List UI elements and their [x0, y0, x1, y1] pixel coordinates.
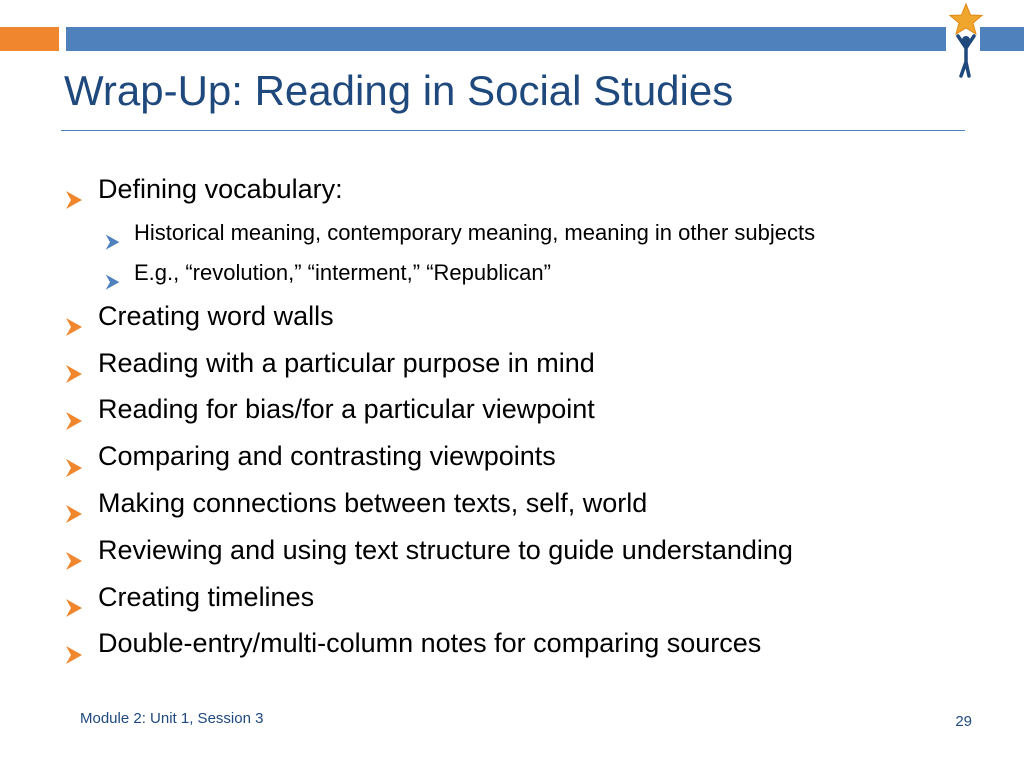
- arrow-bullet-icon: [64, 399, 84, 419]
- footer-module: Module 2: Unit 1, Session 3: [80, 710, 264, 727]
- bullet-text: Reading for bias/for a particular viewpoint: [98, 394, 595, 425]
- bullet-text: Double-entry/multi-column notes for comparing sources: [98, 628, 762, 659]
- bullet-item: [64, 340, 994, 387]
- bullet-item: [64, 213, 994, 253]
- bullet-text: Creating timelines: [98, 581, 315, 612]
- slide-title: Wrap-Up: Reading in Social Studies: [64, 67, 734, 114]
- arrow-bullet-icon: [64, 446, 84, 466]
- bullet-item: [64, 166, 994, 213]
- bullet-text: Defining vocabulary:: [98, 174, 343, 204]
- bullet-text: Reading with a particular purpose in mind: [98, 347, 595, 378]
- arrow-bullet-icon: [64, 539, 84, 559]
- star-person-logo-icon: [944, 2, 988, 80]
- arrow-bullet-icon: [104, 263, 121, 280]
- bullet-item: [64, 620, 994, 667]
- arrow-bullet-icon: [64, 178, 84, 198]
- bullet-text: Comparing and contrasting viewpoints: [98, 441, 556, 472]
- header-accent-orange: [0, 27, 59, 51]
- bullet-item: [64, 253, 994, 293]
- bullet-text: Reviewing and using text structure to guide understanding: [98, 534, 793, 565]
- bullet-item: [64, 386, 994, 433]
- arrow-bullet-icon: [64, 352, 84, 372]
- header-accent-blue: [66, 27, 946, 51]
- bullet-item: [64, 527, 994, 574]
- bullet-item: [64, 293, 994, 340]
- page-number: 29: [955, 713, 972, 730]
- bullet-text: Historical meaning, contemporary meaning, meaning in other subjects: [134, 219, 816, 245]
- arrow-bullet-icon: [64, 492, 84, 512]
- bullet-text: E.g., “revolution,” “interment,” “Republican”: [134, 259, 551, 285]
- arrow-bullet-icon: [64, 305, 84, 325]
- arrow-bullet-icon: [104, 223, 121, 240]
- bullet-list: [64, 166, 994, 667]
- bullet-item: [64, 480, 994, 527]
- bullet-text: Making connections between texts, self, world: [98, 487, 648, 518]
- arrow-bullet-icon: [64, 586, 84, 606]
- arrow-bullet-icon: [64, 633, 84, 653]
- bullet-item: [64, 574, 994, 621]
- bullet-item: [64, 433, 994, 480]
- title-underline: [61, 130, 965, 131]
- bullet-text: Creating word walls: [98, 300, 334, 331]
